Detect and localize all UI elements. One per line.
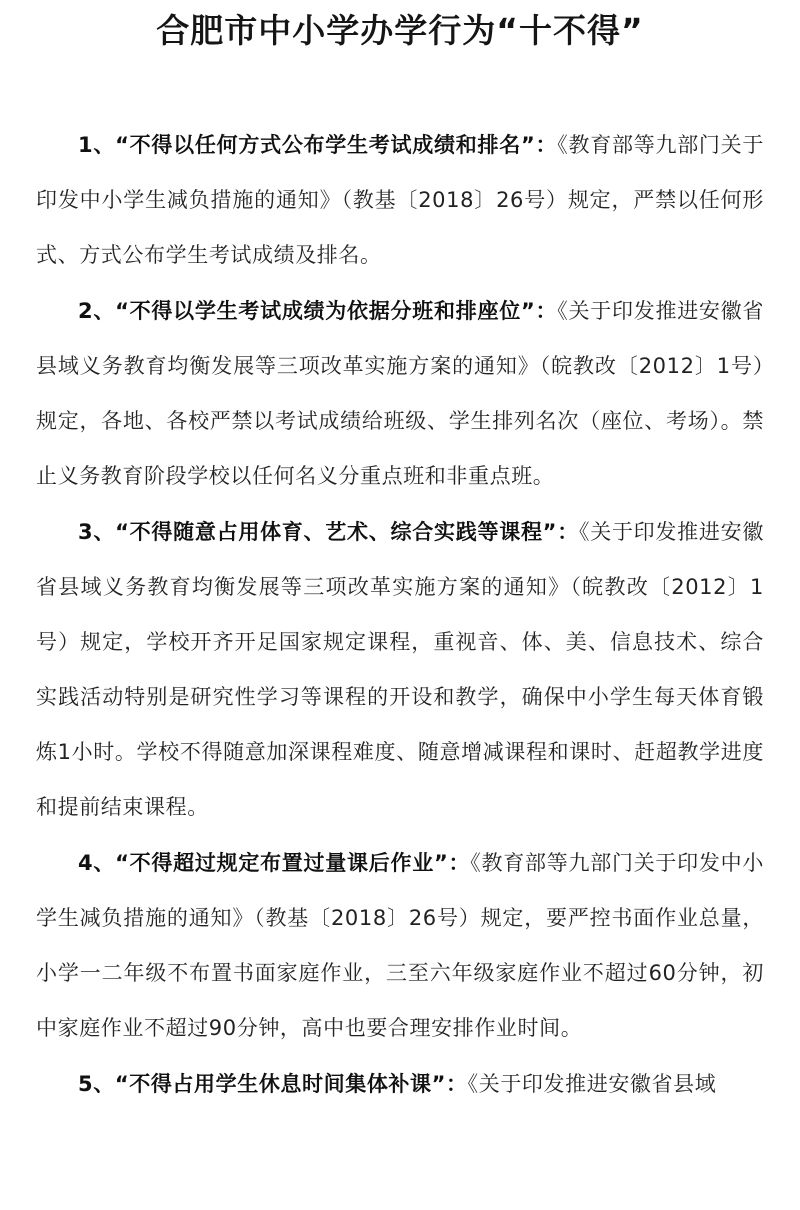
rule-heading: “不得以任何方式公布学生考试成绩和排名”： xyxy=(115,133,558,157)
rule-item-5 xyxy=(36,1057,764,1112)
page-title: 合肥市中小学办学行为“十不得” xyxy=(156,11,644,50)
rule-item-2 xyxy=(36,284,764,504)
rule-heading: “不得超过规定布置过量课后作业”： xyxy=(115,851,471,875)
rules-list xyxy=(36,118,764,1112)
rule-body: 《关于印发推进安徽省县域义务教育均衡发展等三项改革实施方案的通知》（皖教改〔2012〕1号）规定，学校开齐开足国家规定课程，重视音、体、美、信息技术、综合实践活动特别是研究性学习等课程的开设和教学，确保中小学生每天体育锻炼1小时。学校不得随意加深课程难度、随意增减课程和课时、赶超教学进度和提前结束课程。 xyxy=(36,520,764,819)
rule-heading: “不得随意占用体育、艺术、综合实践等课程”： xyxy=(115,520,579,544)
rule-number: 4、 xyxy=(78,851,116,875)
rule-number: 5、 xyxy=(78,1072,115,1096)
rule-body: 《关于印发推进安徽省县域义务教育均衡发展等三项改革实施方案的通知》（皖教改〔2012〕1号）规定，各地、各校严禁以考试成绩给班级、学生排列名次（座位、考场）。禁止义务教育阶段学校以任何名义分重点班和非重点班。 xyxy=(36,299,765,488)
rule-item-4 xyxy=(36,836,764,1056)
rule-item-1 xyxy=(36,118,764,283)
rule-number: 1、 xyxy=(78,133,116,157)
rule-body: 《关于印发推进安徽省县域 xyxy=(467,1072,717,1096)
rule-item-3 xyxy=(36,505,764,835)
rule-body: 《教育部等九部门关于印发中小学生减负措施的通知》（教基〔2018〕26号）规定，严禁以任何形式、方式公布学生考试成绩及排名。 xyxy=(36,133,765,267)
rule-number: 3、 xyxy=(78,520,116,544)
rule-heading: “不得占用学生休息时间集体补课”： xyxy=(114,1072,468,1096)
rule-body: 《教育部等九部门关于印发中小学生减负措施的通知》（教基〔2018〕26号）规定，要严控书面作业总量，小学一二年级不布置书面家庭作业，三至六年级家庭作业不超过60分钟，初中家庭作业不超过90分钟，高中也要合理安排作业时间。 xyxy=(36,851,764,1040)
rule-heading: “不得以学生考试成绩为依据分班和排座位”： xyxy=(115,299,558,323)
rule-number: 2、 xyxy=(78,299,116,323)
